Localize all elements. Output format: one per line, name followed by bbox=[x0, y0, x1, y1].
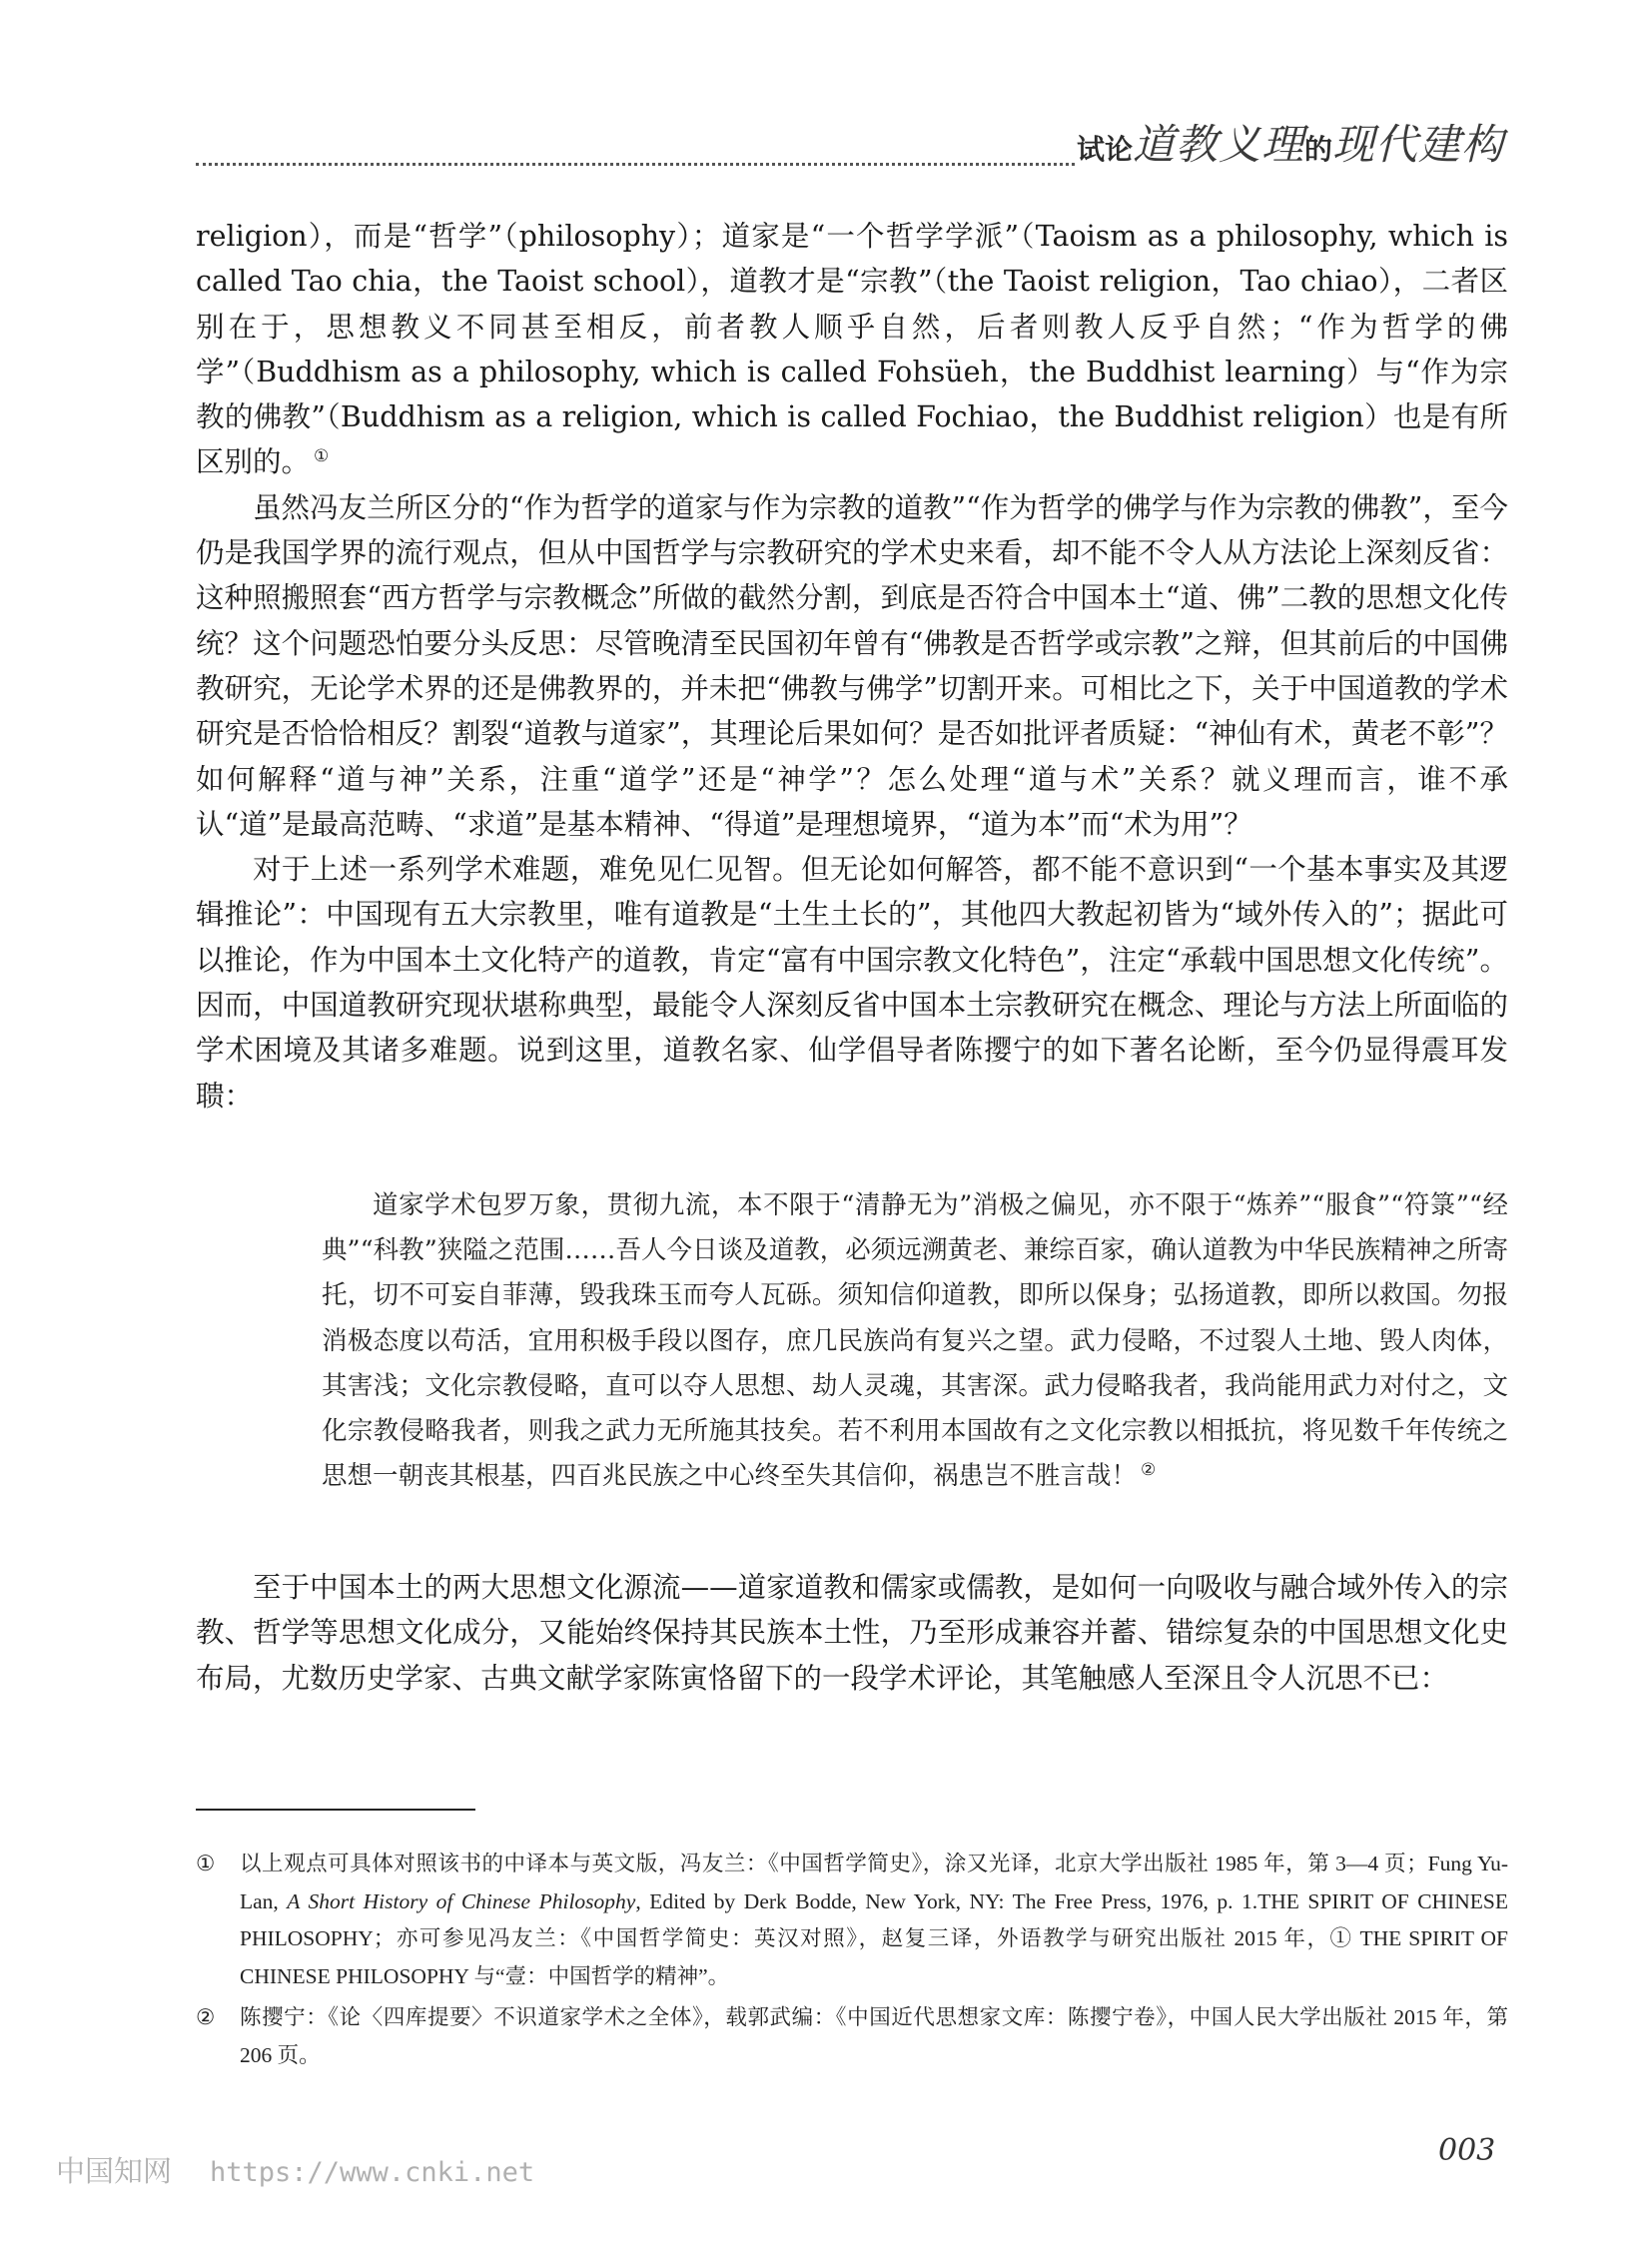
closing-body bbox=[196, 1565, 1508, 1701]
body-paragraph-1 bbox=[196, 214, 1508, 485]
header-accent-1: 道教义理 bbox=[1132, 120, 1304, 169]
page-number: 003 bbox=[1438, 2133, 1496, 2168]
footnote-book-title: A Short History of Chinese Philosophy bbox=[287, 1888, 636, 1913]
footnote-2 bbox=[196, 1999, 1508, 2074]
footnote-ref-2[interactable]: ② bbox=[1141, 1459, 1157, 1480]
body-paragraph-4: 至于中国本土的两大思想文化源流——道家道教和儒家或儒教，是如何一向吸收与融合域外传入的宗教、哲学等思想文化成分，又能始终保持其民族本土性，乃至形成兼容并蓄、错综复杂的中国思想文化史布局，尤数历史学家、古典文献学家陈寅恪留下的一段学术评论，其笔触感人至深且令人沉思不已： bbox=[196, 1571, 1508, 1695]
watermark-site: 中国知网 bbox=[56, 2154, 173, 2188]
footnote-marker: ② bbox=[196, 2005, 216, 2029]
footnote-text-tail: , Edited by Derk Bodde, New York, NY: The Free Press, 1976, p. 1.THE SPIRIT OF CHINESE PHILOSOPHY；亦可参见冯友兰：《中国哲学简史：英汉对照》，赵复三译，外语教学与研究出版社 2015 年，① THE SPIRIT OF CHINESE PHILOSOPHY 与“壹：中国哲学的精神”。 bbox=[240, 1888, 1508, 1988]
quote-text: 道家学术包罗万象，贯彻九流，本不限于“清静无为”消极之偏见，亦不限于“炼养”“服食”“符箓”“经典”“科教”狭隘之范围……吾人今日谈及道教，必须远溯黄老、兼综百家，确认道教为中华民族精神之所寄托，切不可妄自菲薄，毁我珠玉而夸人瓦砾。须知信仰道教，即所以保身；弘扬道教，即所以救国。勿报消极态度以苟活，宜用积极手段以图存，庶几民族尚有复兴之望。武力侵略，不过裂人土地、毁人肉体，其害浅；文化宗教侵略，直可以夺人思想、劫人灵魂，其害深。武力侵略我者，我尚能用武力对付之，文化宗教侵略我者，则我之武力无所施其技矣。若不利用本国故有之文化宗教以相抵抗，将见数千年传统之思想一朝丧其根基，四百兆民族之中心终至失其信仰，祸患岂不胜言哉！ bbox=[322, 1190, 1508, 1492]
footnote-marker: ① bbox=[196, 1852, 216, 1875]
footnote-text: 陈撄宁：《论〈四库提要〉不识道家学术之全体》，载郭武编：《中国近代思想家文库：陈撄宁卷》，中国人民大学出版社 2015 年，第 206 页。 bbox=[240, 2005, 1508, 2067]
header-title bbox=[1077, 112, 1504, 172]
paragraph-text: religion），而是“哲学”（philosophy）；道家是“一个哲学学派”（Taoism as a philosophy, which is called Tao chia，the Taoist school），道教才是“宗教”（the Taoist religion，Tao chiao），二者区别在于，思想教义不同甚至相反，前者教人顺乎自然，后者则教人反乎自然；“作为哲学的佛学”（Buddhism as a philosophy, which is called Fohsüeh，the Buddhist learning）与“作为宗教的佛教”（Buddhism as a religion, which is called Fochiao，the Buddhist religion）也是有所区别的。 bbox=[196, 220, 1508, 479]
main-body bbox=[196, 214, 1508, 1119]
header-prefix: 试论 bbox=[1076, 133, 1133, 166]
footnote-separator bbox=[196, 1809, 475, 1811]
block-quote bbox=[322, 1183, 1508, 1499]
footnote-ref-1[interactable]: ① bbox=[314, 445, 330, 466]
block-quote-text bbox=[322, 1183, 1508, 1499]
header-dotted-rule bbox=[196, 163, 1075, 166]
footnotes bbox=[196, 1846, 1508, 2078]
footnote-text: 以上观点可具体对照该书的中译本与英文版，冯友兰：《中国哲学简史》，涂又光译，北京大学出版社 1985 年，第 3—4 页；Fung Yu-Lan, bbox=[240, 1852, 1508, 1913]
body-paragraph-3: 对于上述一系列学术难题，难免见仁见智。但无论如何解答，都不能不意识到“一个基本事实及其逻辑推论”：中国现有五大宗教里，唯有道教是“土生土长的”，其他四大教起初皆为“域外传入的”；据此可以推论，作为中国本土文化特产的道教，肯定“富有中国宗教文化特色”，注定“承载中国思想文化传统”。因而，中国道教研究现状堪称典型，最能令人深刻反省中国本土宗教研究在概念、理论与方法上所面临的学术困境及其诸多难题。说到这里，道教名家、仙学倡导者陈撄宁的如下著名论断，至今仍显得震耳发聩： bbox=[196, 853, 1508, 1113]
body-paragraph-2: 虽然冯友兰所区分的“作为哲学的道家与作为宗教的道教”“作为哲学的佛学与作为宗教的佛教”，至今仍是我国学界的流行观点，但从中国哲学与宗教研究的学术史来看，却不能不令人从方法论上深刻反省：这种照搬照套“西方哲学与宗教概念”所做的截然分割，到底是否符合中国本土“道、佛”二教的思想文化传统？这个问题恐怕要分头反思：尽管晚清至民国初年曾有“佛教是否哲学或宗教”之辩，但其前后的中国佛教研究，无论学术界的还是佛教界的，并未把“佛教与佛学”切割开来。可相比之下，关于中国道教的学术研究是否恰恰相反？割裂“道教与道家”，其理论后果如何？是否如批评者质疑：“神仙有术，黄老不彰”？如何解释“道与神”关系，注重“道学”还是“神学”？怎么处理“道与术”关系？就义理而言，谁不承认“道”是最高范畴、“求道”是基本精神、“得道”是理想境界，“道为本”而“术为用”？ bbox=[196, 490, 1508, 841]
header-middle: 的 bbox=[1303, 133, 1332, 166]
footnote-1 bbox=[196, 1846, 1508, 1995]
header-accent-2: 现代建构 bbox=[1331, 120, 1504, 169]
watermark bbox=[56, 2149, 534, 2190]
watermark-url[interactable]: https://www.cnki.net bbox=[210, 2157, 535, 2188]
running-header bbox=[196, 118, 1504, 172]
